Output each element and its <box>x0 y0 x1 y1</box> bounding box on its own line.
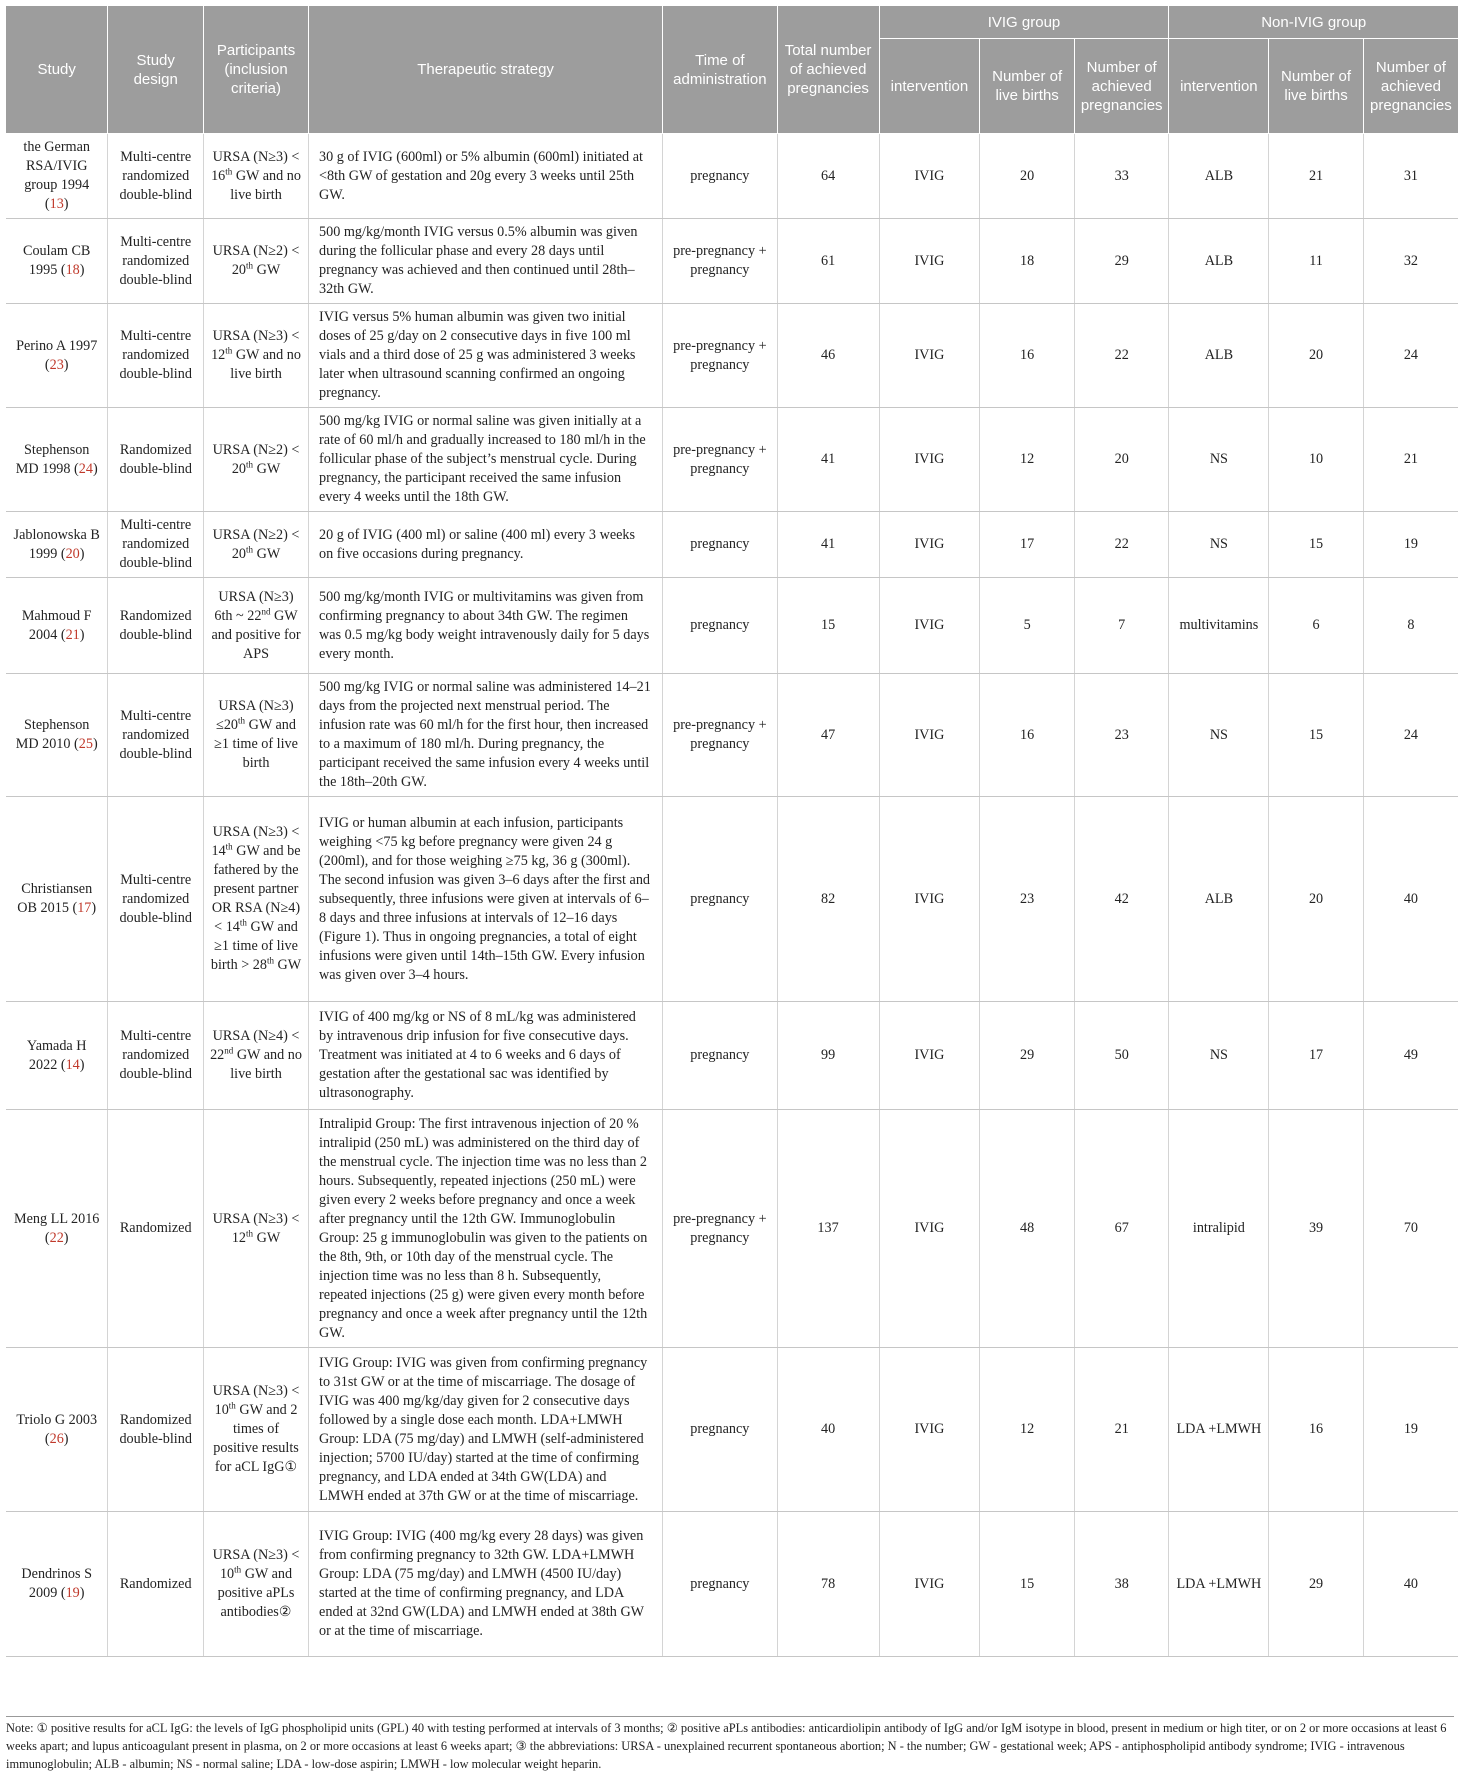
reference-link[interactable]: 26 <box>49 1430 64 1447</box>
cell-non-ivig-live-births: 29 <box>1269 1512 1364 1657</box>
cell-ivig-achieved: 22 <box>1074 512 1169 578</box>
cell-participants: URSA (N≥3) ≤20th GW and ≥1 time of live birth <box>204 674 309 797</box>
cell-participants: URSA (N≥3) < 10th GW and positive aPLs antibodies② <box>204 1512 309 1657</box>
cell-ivig-intervention: IVIG <box>879 512 980 578</box>
header-total-pregnancies: Total number of achieved pregnancies <box>777 6 879 134</box>
cell-ivig-intervention: IVIG <box>879 797 980 1002</box>
cell-ivig-achieved: 23 <box>1074 674 1169 797</box>
header-study-design: Study design <box>108 6 204 134</box>
cell-ivig-intervention: IVIG <box>879 134 980 219</box>
cell-total: 61 <box>777 219 879 304</box>
cell-ivig-live-births: 17 <box>980 512 1075 578</box>
table-row <box>6 797 1458 1002</box>
cell-non-ivig-achieved: 8 <box>1363 578 1458 674</box>
cell-study: Perino A 1997 (23) <box>6 304 108 408</box>
cell-strategy: Intralipid Group: The first intravenous injection of 20 % intralipid (250 mL) was administered on the third day of the menstrual cycle. The injection time was no less than 2 hours. Subsequently, repeated injections (250 mL) were given every 2 weeks before pregnancy and once a week after pregnancy until the 12th GW. Immunoglobulin Group: 25 g immunoglobulin was given to the patients on the 8th, 9th, or 10th day of the menstrual cycle. The injection time was no less than 8 h. Subsequently, repeated injections (25 g) were given every month before pregnancy and once a week after pregnancy until the 12th GW. <box>309 1110 663 1348</box>
cell-strategy: 20 g of IVIG (400 ml) or saline (400 ml) every 3 weeks on five occasions during pregnancy. <box>309 512 663 578</box>
cell-ivig-live-births: 20 <box>980 134 1075 219</box>
cell-design: Randomized double-blind <box>108 1348 204 1512</box>
cell-ivig-intervention: IVIG <box>879 1002 980 1110</box>
reference-link[interactable]: 21 <box>65 626 80 643</box>
header-time-of-administration: Time of administration <box>663 6 778 134</box>
table-row <box>6 1348 1458 1512</box>
cell-time: pre-pregnancy + pregnancy <box>663 219 778 304</box>
cell-ivig-achieved: 42 <box>1074 797 1169 1002</box>
cell-total: 47 <box>777 674 879 797</box>
cell-study: Stephenson MD 2010 (25) <box>6 674 108 797</box>
cell-non-ivig-intervention: NS <box>1169 674 1269 797</box>
table-row <box>6 1002 1458 1110</box>
cell-total: 40 <box>777 1348 879 1512</box>
cell-time: pregnancy <box>663 1512 778 1657</box>
header-therapeutic-strategy: Therapeutic strategy <box>309 6 663 134</box>
cell-non-ivig-achieved: 40 <box>1363 1512 1458 1657</box>
cell-non-ivig-intervention: LDA +LMWH <box>1169 1348 1269 1512</box>
cell-ivig-achieved: 22 <box>1074 304 1169 408</box>
cell-study: Triolo G 2003 (26) <box>6 1348 108 1512</box>
cell-study: Jablonowska B 1999 (20) <box>6 512 108 578</box>
cell-non-ivig-live-births: 20 <box>1269 797 1364 1002</box>
reference-link[interactable]: 25 <box>78 736 93 752</box>
cell-non-ivig-intervention: LDA +LMWH <box>1169 1512 1269 1657</box>
cell-non-ivig-live-births: 11 <box>1269 219 1364 304</box>
cell-non-ivig-achieved: 24 <box>1363 674 1458 797</box>
cell-ivig-achieved: 21 <box>1074 1348 1169 1512</box>
table-row <box>6 408 1458 512</box>
cell-strategy: IVIG of 400 mg/kg or NS of 8 mL/kg was administered by intravenous drip infusion for five consecutive days. Treatment was initiated at 4 to 6 weeks and 6 days of gestation after the gestational sac was identified by ultrasonography. <box>309 1002 663 1110</box>
cell-non-ivig-intervention: ALB <box>1169 219 1269 304</box>
cell-time: pre-pregnancy + pregnancy <box>663 408 778 512</box>
cell-total: 64 <box>777 134 879 219</box>
cell-study: Dendrinos S 2009 (19) <box>6 1512 108 1657</box>
cell-total: 46 <box>777 304 879 408</box>
cell-ivig-live-births: 5 <box>980 578 1075 674</box>
cell-participants: URSA (N≥2) < 20th GW <box>204 512 309 578</box>
cell-study: Mahmoud F 2004 (21) <box>6 578 108 674</box>
cell-ivig-intervention: IVIG <box>879 304 980 408</box>
cell-total: 41 <box>777 408 879 512</box>
cell-time: pre-pregnancy + pregnancy <box>663 674 778 797</box>
cell-non-ivig-intervention: intralipid <box>1169 1110 1269 1348</box>
cell-design: Multi-centre randomized double-blind <box>108 674 204 797</box>
table-row <box>6 219 1458 304</box>
header-non-ivig-intervention: intervention <box>1169 39 1269 134</box>
cell-ivig-achieved: 50 <box>1074 1002 1169 1110</box>
cell-design: Multi-centre randomized double-blind <box>108 219 204 304</box>
cell-ivig-intervention: IVIG <box>879 674 980 797</box>
cell-strategy: IVIG or human albumin at each infusion, participants weighing <75 kg before pregnancy were given 24 g (200ml), and for those weighing ≥75 kg, 36 g (300ml). The second infusion was given 3–6 days after the first and subsequently, three infusions were given at intervals of 6–8 days and three infusions at intervals of 12–16 days (Figure 1). Thus in ongoing pregnancies, a total of eight infusions were given until 14th–15th GW. Every infusion was given over 3–4 hours. <box>309 797 663 1002</box>
reference-link[interactable]: 24 <box>78 460 93 477</box>
cell-non-ivig-live-births: 20 <box>1269 304 1364 408</box>
study-table <box>6 6 1458 1657</box>
cell-participants: URSA (N≥4) < 22nd GW and no live birth <box>204 1002 309 1110</box>
table-row <box>6 304 1458 408</box>
cell-non-ivig-live-births: 15 <box>1269 512 1364 578</box>
cell-non-ivig-achieved: 40 <box>1363 797 1458 1002</box>
reference-link[interactable]: 22 <box>49 1229 64 1246</box>
table-row <box>6 1512 1458 1657</box>
reference-link[interactable]: 17 <box>77 900 92 916</box>
reference-link[interactable]: 19 <box>65 1585 80 1601</box>
cell-time: pregnancy <box>663 1002 778 1110</box>
cell-ivig-intervention: IVIG <box>879 1110 980 1348</box>
cell-time: pregnancy <box>663 1348 778 1512</box>
cell-ivig-achieved: 7 <box>1074 578 1169 674</box>
cell-study: Meng LL 2016 (22) <box>6 1110 108 1348</box>
header-participants: Participants (inclusion criteria) <box>204 6 309 134</box>
table-body <box>6 134 1458 1657</box>
cell-non-ivig-achieved: 24 <box>1363 304 1458 408</box>
cell-design: Randomized double-blind <box>108 408 204 512</box>
cell-ivig-intervention: IVIG <box>879 408 980 512</box>
cell-ivig-live-births: 16 <box>980 304 1075 408</box>
cell-non-ivig-intervention: ALB <box>1169 134 1269 219</box>
cell-ivig-live-births: 48 <box>980 1110 1075 1348</box>
header-non-ivig-group: Non-IVIG group <box>1169 6 1458 39</box>
cell-time: pregnancy <box>663 134 778 219</box>
reference-link[interactable]: 13 <box>49 196 64 212</box>
cell-participants: URSA (N≥3) < 12th GW <box>204 1110 309 1348</box>
cell-total: 15 <box>777 578 879 674</box>
cell-participants: URSA (N≥3) 6th ~ 22nd GW and positive for APS <box>204 578 309 674</box>
cell-ivig-live-births: 12 <box>980 1348 1075 1512</box>
cell-ivig-achieved: 38 <box>1074 1512 1169 1657</box>
cell-ivig-live-births: 29 <box>980 1002 1075 1110</box>
cell-non-ivig-intervention: ALB <box>1169 304 1269 408</box>
cell-participants: URSA (N≥3) < 12th GW and no live birth <box>204 304 309 408</box>
reference-link[interactable]: 14 <box>65 1056 80 1073</box>
cell-non-ivig-live-births: 6 <box>1269 578 1364 674</box>
cell-time: pre-pregnancy + pregnancy <box>663 304 778 408</box>
cell-ivig-live-births: 18 <box>980 219 1075 304</box>
reference-link[interactable]: 23 <box>49 356 64 373</box>
cell-non-ivig-live-births: 10 <box>1269 408 1364 512</box>
table-row <box>6 1110 1458 1348</box>
table-row <box>6 578 1458 674</box>
header-ivig-group: IVIG group <box>879 6 1169 39</box>
cell-participants: URSA (N≥2) < 20th GW <box>204 219 309 304</box>
cell-ivig-achieved: 29 <box>1074 219 1169 304</box>
cell-design: Multi-centre randomized double-blind <box>108 512 204 578</box>
cell-ivig-live-births: 15 <box>980 1512 1075 1657</box>
cell-non-ivig-intervention: ALB <box>1169 797 1269 1002</box>
table-header <box>6 6 1458 134</box>
cell-non-ivig-achieved: 31 <box>1363 134 1458 219</box>
table-footnote: Note: ① positive results for aCL IgG: the levels of IgG phospholipid units (GPL) 40 with testing performed at intervals of 3 months; ② positive aPLs antibodies: anticardiolipin antibody of IgG and/or IgM isotype in blood, present in medium or high titer, or on 2 or more occasions at least 6 weeks apart; and lupus anticoagulant present in plasma, on 2 or more occasions at least 6 weeks apart; ③ the abbreviations: URSA - unexplained recurrent spontaneous abortion; N - the number; GW - gestational week; APS - antiphospholipid antibody syndrome; IVIG - intravenous immunoglobulin; ALB - albumin; NS - normal saline; LDA - low-dose aspirin; LMWH - low molecular weight heparin. <box>6 1716 1454 1773</box>
cell-participants: URSA (N≥3) < 10th GW and 2 times of positive results for aCL IgG① <box>204 1348 309 1512</box>
cell-study: Yamada H 2022 (14) <box>6 1002 108 1110</box>
cell-strategy: 500 mg/kg IVIG or normal saline was administered 14–21 days from the projected next menstrual period. The infusion rate was 60 ml/h for the first hour, then increased to a maximum of 180 ml/h. During pregnancy, the participant received the same infusion every 4 weeks until the 18th–20th GW. <box>309 674 663 797</box>
cell-design: Randomized double-blind <box>108 578 204 674</box>
cell-non-ivig-live-births: 39 <box>1269 1110 1364 1348</box>
cell-study: Christiansen OB 2015 (17) <box>6 797 108 1002</box>
header-ivig-intervention: intervention <box>879 39 980 134</box>
header-ivig-live-births: Number of live births <box>980 39 1075 134</box>
cell-participants: URSA (N≥3) < 14th GW and be fathered by the present partner OR RSA (N≥4) < 14th GW and ≥1 time of live birth > 28th GW <box>204 797 309 1002</box>
cell-time: pregnancy <box>663 578 778 674</box>
table-row <box>6 134 1458 219</box>
cell-study: Stephenson MD 1998 (24) <box>6 408 108 512</box>
cell-non-ivig-achieved: 19 <box>1363 1348 1458 1512</box>
cell-time: pregnancy <box>663 797 778 1002</box>
cell-non-ivig-achieved: 32 <box>1363 219 1458 304</box>
cell-non-ivig-live-births: 16 <box>1269 1348 1364 1512</box>
header-study: Study <box>6 6 108 134</box>
cell-ivig-intervention: IVIG <box>879 219 980 304</box>
cell-study: the German RSA/IVIG group 1994 (13) <box>6 134 108 219</box>
cell-strategy: 500 mg/kg/month IVIG or multivitamins was given from confirming pregnancy to about 34th GW. The regimen was 0.5 mg/kg body weight intravenously daily for 5 days every month. <box>309 578 663 674</box>
cell-strategy: 500 mg/kg/month IVIG versus 0.5% albumin was given during the follicular phase and every 28 days until pregnancy was achieved and then continued until 28th–32th GW. <box>309 219 663 304</box>
cell-strategy: 30 g of IVIG (600ml) or 5% albumin (600ml) initiated at <8th GW of gestation and 20g every 3 weeks until 25th GW. <box>309 134 663 219</box>
reference-link[interactable]: 20 <box>65 545 80 562</box>
cell-design: Multi-centre randomized double-blind <box>108 1002 204 1110</box>
table-row <box>6 512 1458 578</box>
cell-non-ivig-achieved: 21 <box>1363 408 1458 512</box>
cell-ivig-achieved: 67 <box>1074 1110 1169 1348</box>
cell-non-ivig-live-births: 17 <box>1269 1002 1364 1110</box>
cell-non-ivig-intervention: NS <box>1169 1002 1269 1110</box>
cell-ivig-live-births: 23 <box>980 797 1075 1002</box>
cell-non-ivig-intervention: multivitamins <box>1169 578 1269 674</box>
cell-total: 137 <box>777 1110 879 1348</box>
cell-design: Randomized <box>108 1110 204 1348</box>
cell-total: 41 <box>777 512 879 578</box>
reference-link[interactable]: 18 <box>65 262 80 278</box>
cell-non-ivig-live-births: 15 <box>1269 674 1364 797</box>
cell-design: Randomized <box>108 1512 204 1657</box>
cell-ivig-intervention: IVIG <box>879 1512 980 1657</box>
cell-participants: URSA (N≥2) < 20th GW <box>204 408 309 512</box>
table-row <box>6 674 1458 797</box>
cell-design: Multi-centre randomized double-blind <box>108 304 204 408</box>
header-ivig-achieved-pregnancies: Number of achieved pregnancies <box>1074 39 1169 134</box>
cell-ivig-live-births: 12 <box>980 408 1075 512</box>
cell-study: Coulam CB 1995 (18) <box>6 219 108 304</box>
cell-non-ivig-achieved: 70 <box>1363 1110 1458 1348</box>
cell-total: 82 <box>777 797 879 1002</box>
cell-strategy: IVIG Group: IVIG (400 mg/kg every 28 days) was given from confirming pregnancy to 32th GW. LDA+LMWH Group: LDA (75 mg/day) and LMWH (4500 IU/day) started at the time of confirming pregnancy, and LDA ended at 32nd GW(LDA) and LMWH ended at 38th GW or at the time of miscarriage. <box>309 1512 663 1657</box>
cell-strategy: 500 mg/kg IVIG or normal saline was given initially at a rate of 60 ml/h and gradually increased to 180 ml/h in the follicular phase of the subject’s menstrual cycle. During pregnancy, the participant received the same infusion every 4 weeks until the 18th GW. <box>309 408 663 512</box>
cell-non-ivig-live-births: 21 <box>1269 134 1364 219</box>
cell-design: Multi-centre randomized double-blind <box>108 797 204 1002</box>
cell-total: 78 <box>777 1512 879 1657</box>
header-non-ivig-live-births: Number of live births <box>1269 39 1364 134</box>
cell-ivig-intervention: IVIG <box>879 578 980 674</box>
cell-strategy: IVIG Group: IVIG was given from confirming pregnancy to 31st GW or at the time of miscarriage. The dosage of IVIG was 400 mg/kg/day given for 2 consecutive days followed by a single dose each month. LDA+LMWH Group: LDA (75 mg/day) and LMWH (self-administered injection; 5700 IU/day) started at the time of confirming pregnancy, and LDA ended at 34th GW(LDA) and LMWH ended at 37th GW or at the time of miscarriage. <box>309 1348 663 1512</box>
cell-participants: URSA (N≥3) < 16th GW and no live birth <box>204 134 309 219</box>
cell-ivig-achieved: 33 <box>1074 134 1169 219</box>
cell-time: pregnancy <box>663 512 778 578</box>
header-non-ivig-achieved-pregnancies: Number of achieved pregnancies <box>1363 39 1458 134</box>
cell-non-ivig-achieved: 49 <box>1363 1002 1458 1110</box>
cell-non-ivig-intervention: NS <box>1169 408 1269 512</box>
cell-ivig-live-births: 16 <box>980 674 1075 797</box>
cell-non-ivig-achieved: 19 <box>1363 512 1458 578</box>
cell-ivig-achieved: 20 <box>1074 408 1169 512</box>
cell-strategy: IVIG versus 5% human albumin was given two initial doses of 25 g/day on 2 consecutive days in five 100 ml vials and a third dose of 25 g was administered 3 weeks later when ultrasound scanning confirmed an ongoing pregnancy. <box>309 304 663 408</box>
cell-time: pre-pregnancy + pregnancy <box>663 1110 778 1348</box>
cell-total: 99 <box>777 1002 879 1110</box>
cell-ivig-intervention: IVIG <box>879 1348 980 1512</box>
cell-design: Multi-centre randomized double-blind <box>108 134 204 219</box>
cell-non-ivig-intervention: NS <box>1169 512 1269 578</box>
